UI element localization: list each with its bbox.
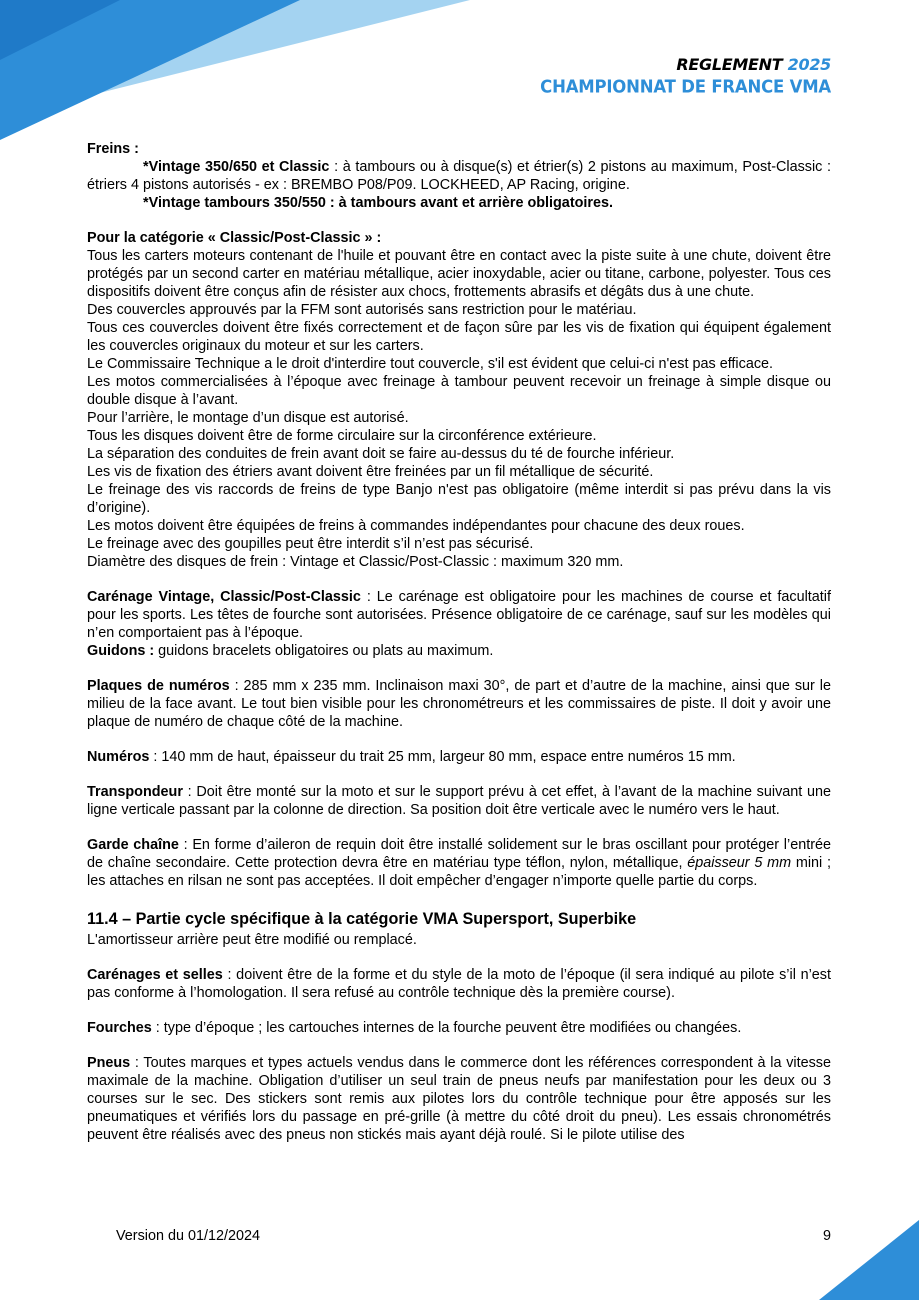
freins-vintage: *Vintage 350/650 et Classic : à tambours ou à disque(s) et étrier(s) 2 pistons au maximum, Post-Classic : étriers 4 pistons autorisés - ex : BREMBO P08/P09. LOCKHEED, AP Racing, origine. [87,159,831,193]
classic-paragraph: Tous les carters moteurs contenant de l'huile et pouvant être en contact avec la piste suite à une chute, doivent être protégés par un second carter en matériau métallique, acier inoxydable, acier ou titane, carbone, polyester. Tous ces dispositifs doivent être conçus afin de résister aux chocs, frottements abrasifs et dégâts dus à une chute. [87,248,831,300]
plaques-paragraph: Plaques de numéros : 285 mm x 235 mm. Inclinaison maxi 30°, de part et d’autre de la machine, ainsi que sur le milieu de la face avant. Le tout bien visible pour les chronométreurs et les commissaires de piste. Il doit y avoir une plaque de numéro de chaque côté de la machine. [87,678,831,730]
page-content [87,140,831,1144]
classic-paragraph: Les vis de fixation des étriers avant doivent être freinées par un fil métallique de sécurité. [87,464,654,480]
classic-paragraph: Tous ces couvercles doivent être fixés correctement et de façon sûre par les vis de fixation qui équipent également les couvercles originaux du moteur et sur les carters. [87,320,831,354]
numeros-paragraph: Numéros : 140 mm de haut, épaisseur du trait 25 mm, largeur 80 mm, espace entre numéros 15 mm. [87,749,736,765]
classic-paragraph: Le freinage des vis raccords de freins de type Banjo n'est pas obligatoire (même interdit si pas prévu dans la vis d’origine). [87,482,831,516]
guidons-paragraph: Guidons : guidons bracelets obligatoires ou plats au maximum. [87,643,494,659]
fourches-paragraph: Fourches : type d’époque ; les cartouches internes de la fourche peuvent être modifiées ou changées. [87,1020,742,1036]
transpondeur-paragraph: Transpondeur : Doit être monté sur la moto et sur le support prévu à cet effet, à l’avant de la machine suivant une ligne verticale passant par la colonne de direction. Sa position doit être verticale avec le numéro vers le haut. [87,784,831,818]
classic-paragraph: Le freinage avec des goupilles peut être interdit s’il n’est pas sécurisé. [87,536,534,552]
classic-paragraph: Tous les disques doivent être de forme circulaire sur la circonférence extérieure. [87,428,597,444]
header-subtitle: CHAMPIONNAT DE FRANCE VMA [540,75,831,97]
footer-page-number: 9 [822,1228,831,1244]
header-title: REGLEMENT [676,55,783,74]
corner-decoration-top-left [0,0,470,140]
classic-paragraph: Pour l’arrière, le montage d’un disque est autorisé. [87,410,409,426]
carenage-paragraph: Carénage Vintage, Classic/Post-Classic : Le carénage est obligatoire pour les machines de course et facultatif pour les sports. Les têtes de fourche sont autorisées. Présence obligatoire de ce carénage, sauf sur les modèles qui n’en comportaient pas à l’époque. [87,589,832,641]
classic-paragraph: Les motos doivent être équipées de freins à commandes indépendantes pour chacune des deux roues. [87,518,745,534]
classic-paragraph: Diamètre des disques de frein : Vintage et Classic/Post-Classic : maximum 320 mm. [87,554,624,570]
pneus-paragraph: Pneus : Toutes marques et types actuels vendus dans le commerce dont les références correspondent à la vitesse maximale de la machine. Obligation d’utiliser un seul train de pneus neufs par manifestation pour les deux ou 3 courses sur le sec. Des stickers sont remis aux pilotes lors du contrôle technique pour être apposés sur les pneumatiques et vérifiés lors du passage en pré-grille (à mettre du côté droit du pneu). Les essais chronométrés peuvent être réalisés avec des pneus non stickés mais ayant déjà roulé. Si le pilote utilise des [87,1055,831,1143]
garde-chaine-paragraph: Garde chaîne : En forme d’aileron de requin doit être installé solidement sur le bras oscillant pour protéger l’entrée de chaîne secondaire. Cette protection devra être en matériau type téflon, nylon, métallique, épaisseur 5 mm mini ; les attaches en rilsan ne sont pas acceptées. Il doit empêcher d’engager n’importe quelle partie du corps. [87,837,831,889]
classic-paragraph: Des couvercles approuvés par la FFM sont autorisés sans restriction pour le matériau. [87,302,637,318]
header-year: 2025 [787,55,831,74]
corner-decoration-bottom-right [819,1220,919,1300]
classic-title: Pour la catégorie « Classic/Post-Classic » : [87,230,382,246]
freins-tambours: *Vintage tambours 350/550 : à tambours avant et arrière obligatoires. [143,195,614,211]
classic-paragraphs [87,247,831,571]
classic-paragraph: La séparation des conduites de frein avant doit se faire au-dessus du té de fourche inférieur. [87,446,675,462]
freins-title: Freins : [87,141,139,157]
classic-paragraph: Les motos commercialisées à l’époque avec freinage à tambour peuvent recevoir un freinage à simple disque ou double disque à l’avant. [87,374,831,408]
section-11-4-heading: 11.4 – Partie cycle spécifique à la catégorie VMA Supersport, Superbike [87,910,637,928]
document-header [540,57,831,96]
classic-paragraph: Le Commissaire Technique a le droit d'interdire tout couvercle, s'il est évident que celui-ci n'est pas efficace. [87,356,774,372]
carenages-selles-paragraph: Carénages et selles : doivent être de la forme et du style de la moto de l’époque (il sera indiqué au pilote s’il n’est pas conforme à l’homologation. Il sera refusé au contrôle technique dès la première course). [87,967,831,1001]
footer-version: Version du 01/12/2024 [116,1228,261,1244]
section-11-4-intro: L'amortisseur arrière peut être modifié ou remplacé. [87,932,417,948]
